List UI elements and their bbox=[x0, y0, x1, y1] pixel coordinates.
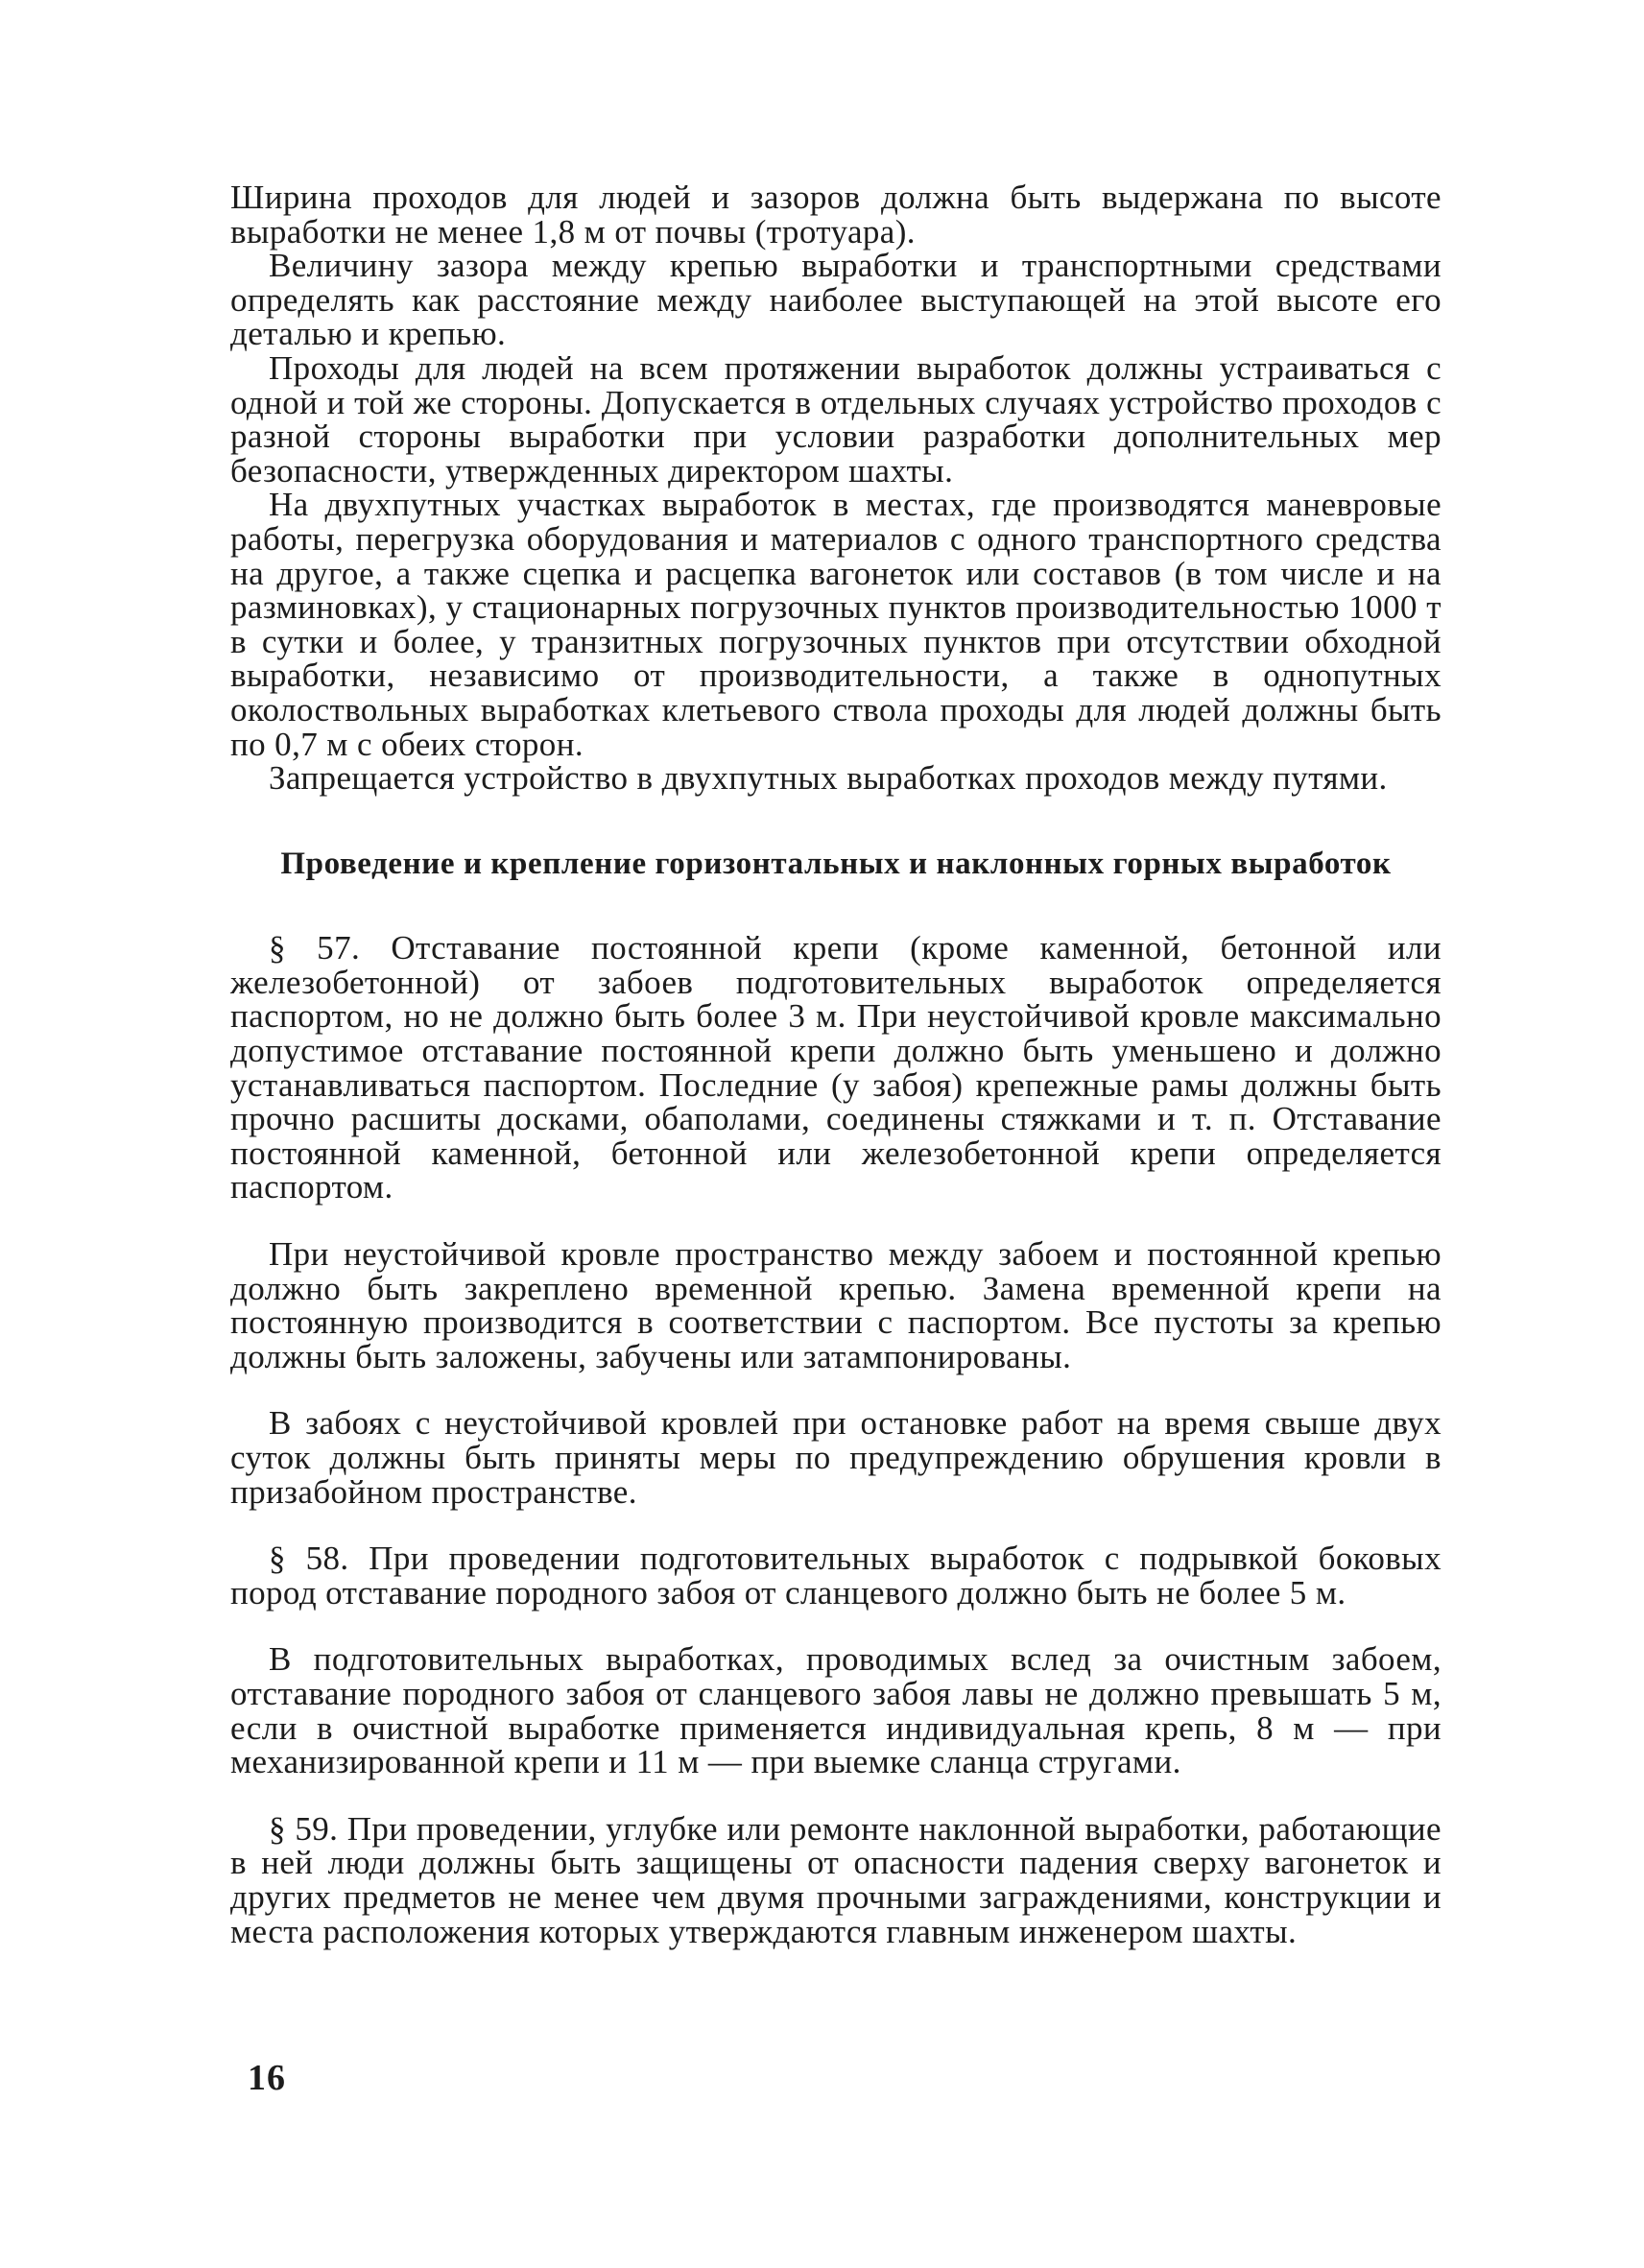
paragraph-section-59: § 59. При проведении, углубке или ремонте наклонной выработки, работающие в ней люди должны быть защищены от опасности падения сверху вагонеток и других предметов не менее чем двумя прочными заграждениями, конструкции и места расположения которых утверждаются главным инженером шахты. bbox=[230, 1809, 1441, 1950]
paragraph-passage-width: Ширина проходов для людей и зазоров должна быть выдержана по высоте выработки не менее 1,8 м от почвы (тротуара). bbox=[230, 179, 1441, 251]
paragraph-work-stoppage: В забоях с неустойчивой кровлей при остановке работ на время свыше двух суток должны быть приняты меры по предупреждению обрушения кровли в призабойном пространстве. bbox=[230, 1404, 1441, 1511]
paragraph-temporary-support: При неустойчивой кровле пространство между забоем и постоянной крепью должно быть закреплено временной крепью. Замена временной крепи на постоянную производится в соответствии с паспортом. Все пустоты за крепью должны быть заложены, забучены или затампонированы. bbox=[230, 1235, 1441, 1375]
paragraph-section-58: § 58. При проведении подготовительных выработок с подрывкой боковых пород отставание породного забоя от сланцевого должно быть не более 5 м. bbox=[230, 1540, 1441, 1611]
page-number: 16 bbox=[248, 2058, 286, 2098]
paragraph-passage-side: Проходы для людей на всем протяжении выработок должны устраиваться с одной и той же стороны. Допускается в отдельных случаях устройство проходов с разной стороны выработки при условии разработки дополнительных мер безопасности, утвержденных директором шахты. bbox=[230, 348, 1441, 489]
paragraph-section-57: § 57. Отставание постоянной крепи (кроме каменной, бетонной или железобетонной) от забоев подготовительных выработок определяется паспортом, но не должно быть более 3 м. При неустойчивой кровле максимально допустимое отставание постоянной крепи должно быть уменьшено и должно устанавливаться паспортом. Последние (у забоя) крепежные рамы должны быть прочно расшиты досками, обаполами, соединены стяжками и т. п. Отставание постоянной каменной, бетонной или железобетонной крепи определяется паспортом. bbox=[230, 929, 1441, 1206]
paragraph-between-tracks-prohibition: Запрещается устройство в двухпутных выработках проходов между путями. bbox=[269, 759, 1388, 798]
paragraph-double-track-passages: На двухпутных участках выработок в местах, где производятся маневровые работы, перегрузка оборудования и материалов с одного транспортного средства на другое, а также сцепка и расцепка вагонеток или составов (в том числе и на разминовках), у стационарных погрузочных пунктов производительностью 1000 т в сутки и более, у транзитных погрузочных пунктов при отсутствии обходной выработки, независимо от производительности, а также в однопутных околоствольных выработках клетьевого ствола проходы для людей должны быть по 0,7 м с обеих сторон. bbox=[230, 486, 1441, 763]
section-heading: Проведение и крепление горизонтальных и наклонных горных выработок bbox=[280, 846, 1392, 881]
paragraph-lagging-distance: В подготовительных выработках, проводимых вслед за очистным забоем, отставание породного забоя от сланцевого забоя лавы не должно превышать 5 м, если в очистной выработке применяется индивидуальная крепь, 8 м — при механизированной крепи и 11 м — при выемке сланца стругами. bbox=[230, 1640, 1441, 1781]
paragraph-clearance-definition: Величину зазора между крепью выработки и транспортными средствами определять как расстояние между наиболее выступающей на этой высоте его деталью и крепью. bbox=[230, 247, 1441, 353]
page-text-column bbox=[230, 180, 1441, 1948]
